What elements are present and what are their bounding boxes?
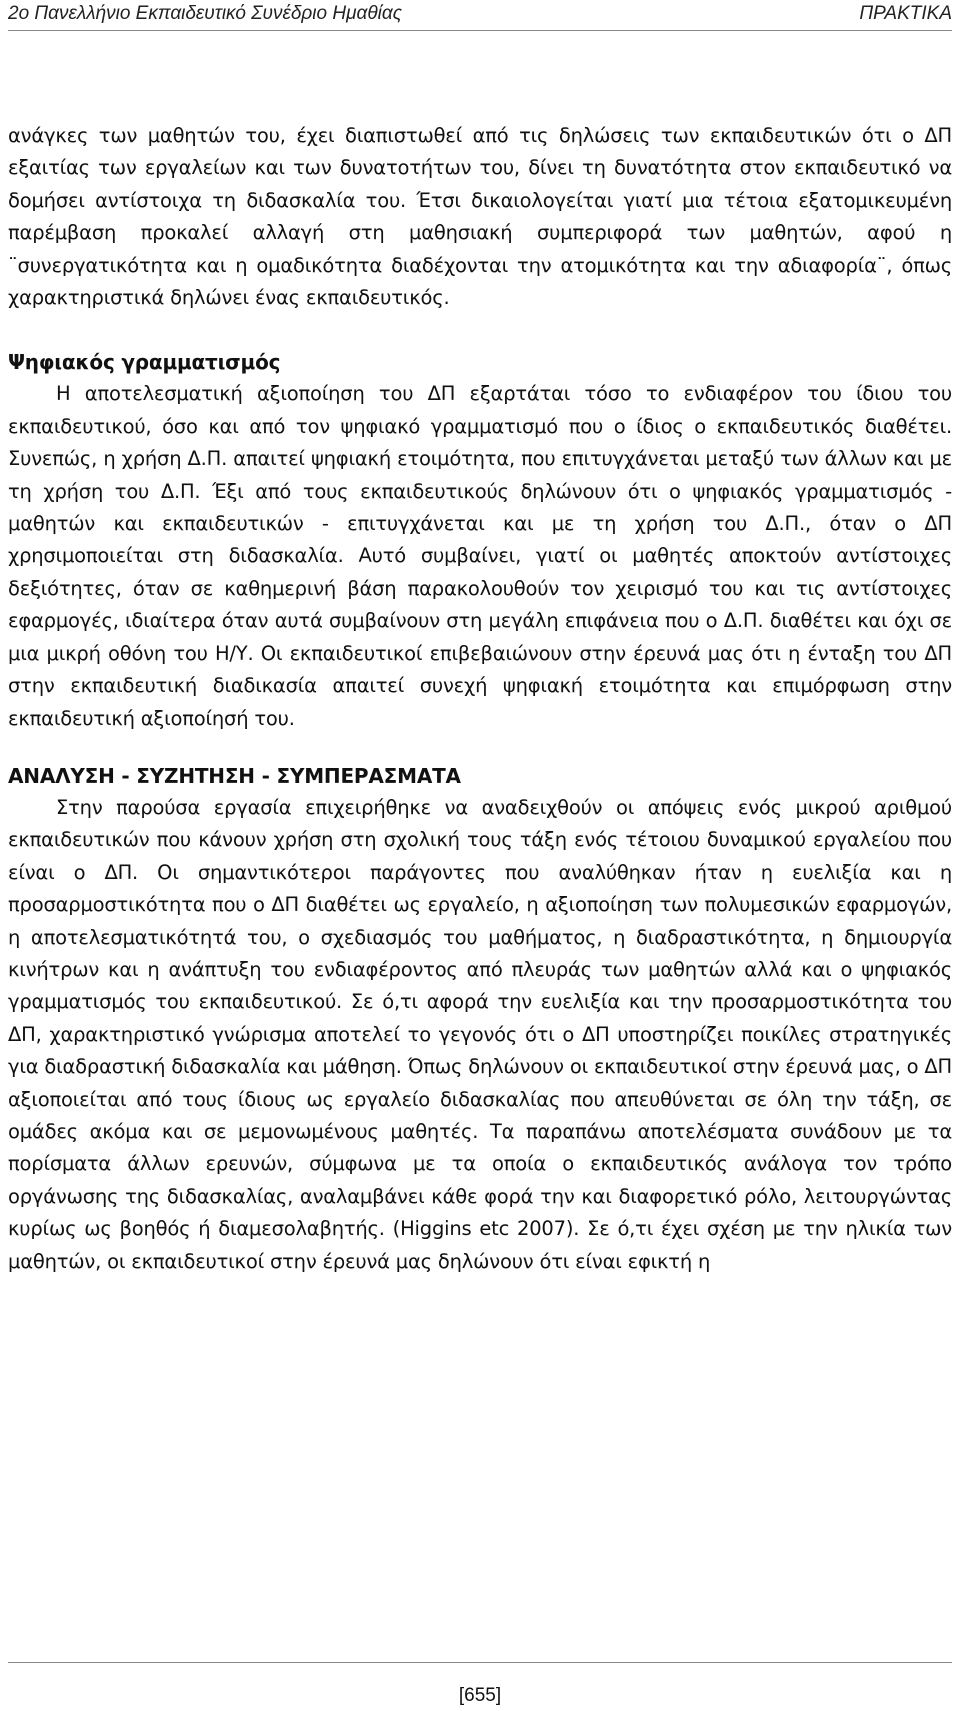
page-number: [655] — [458, 1685, 502, 1706]
footer-divider — [8, 1662, 952, 1663]
spacer — [8, 314, 952, 346]
conference-title: 2ο Πανελλήνιο Εκπαιδευτικό Συνέδριο Ημαθίας — [8, 3, 402, 24]
paragraph-analysis: Στην παρούσα εργασία επιχειρήθηκε να αναδειχθούν οι απόψεις ενός μικρού αριθμού εκπαιδευτικών που κάνουν χρήση στη σχολική τους τάξη ενός τέτοιου δυναμικού εργαλείου που είναι ο ΔΠ. Οι σημαντικότεροι παράγοντες που αναλύθηκαν ήταν η ευελιξία και η προσαρμοστικότητα που ο ΔΠ διαθέτει ως εργαλείο, η αξιοποίηση των πολυμεσικών εφαρμογών, η αποτελεσματικότητά του, ο σχεδιασμός του μαθήματος, η διαδραστικότητα, η δημιουργία κινήτρων και η ανάπτυξη του ενδιαφέροντος από πλευράς των μαθητών αλλά και ο ψηφιακός γραμματισμός του εκπαιδευτικού. Σε ό,τι αφορά την ευελιξία και την προσαρμοστικότητα του ΔΠ, χαρακτηριστικό γνώρισμα αποτελεί το γεγονός ότι ο ΔΠ υποστηρίζει ποικίλες στρατηγικές για διαδραστική διδασκαλία και μάθηση. Όπως δηλώνουν οι εκπαιδευτικοί στην έρευνά μας, ο ΔΠ αξιοποιείται από τους ίδιους ως εργαλείο διδασκαλίας που απευθύνεται σε όλη την τάξη, σε ομάδες ακόμα και σε μεμονωμένους μαθητές. Τα παραπάνω αποτελέσματα συνάδουν με τα πορίσματα άλλων ερευνών, σύμφωνα με τα οποία ο εκπαιδευτικός ανάλογα τον τρόπο οργάνωσης της διδασκαλίας, αναλαμβάνει κάθε φορά την και διαφορετικό ρόλο, λειτουργώντας κυρίως ως βοηθός ή διαμεσολαβητής. (Higgins etc 2007). Σε ό,τι έχει σχέση με την ηλικία των μαθητών, οι εκπαιδευτικοί στην έρευνά μας δηλώνουν ότι είναι εφικτή η — [8, 795, 952, 1273]
spacer — [8, 735, 952, 760]
page-body — [8, 120, 952, 1278]
section-label: ΠΡΑΚΤΙΚΑ — [859, 3, 952, 24]
section-heading-digital-literacy: Ψηφιακός γραμματισμός — [8, 350, 281, 375]
section-heading-analysis: ΑΝΑΛΥΣΗ - ΣΥΖΗΤΗΣΗ - ΣΥΜΠΕΡΑΣΜΑΤΑ — [8, 763, 461, 788]
paragraph-continuation: ανάγκες των μαθητών του, έχει διαπιστωθεί από τις δηλώσεις των εκπαιδευτικών ότι ο ΔΠ εξαιτίας των εργαλείων και των δυνατοτήτων του, δίνει τη δυνατότητα στον εκπαιδευτικό να δομήσει αντίστοιχα τη διδασκαλία του. Έτσι δικαιολογείται γιατί μια τέτοια εξατομικευμένη παρέμβαση προκαλεί αλλαγή στη μαθησιακή συμπεριφορά των μαθητών, αφού η ¨συνεργατικότητα και η ομαδικότητα διαδέχονται την ατομικότητα και την αδιαφορία¨, όπως χαρακτηριστικά δηλώνει ένας εκπαιδευτικός. — [8, 124, 952, 310]
paragraph-digital-literacy: Η αποτελεσματική αξιοποίηση του ΔΠ εξαρτάται τόσο το ενδιαφέρον του ίδιου του εκπαιδευτικού, όσο και από τον ψηφιακό γραμματισμό που ο ίδιος ο εκπαιδευτικός διαθέτει. Συνεπώς, η χρήση Δ.Π. απαιτεί ψηφιακή ετοιμότητα, που επιτυγχάνεται μεταξύ των άλλων και με τη χρήση του Δ.Π. Έξι από τους εκπαιδευτικούς δηλώνουν ότι ο ψηφιακός γραμματισμός - μαθητών και εκπαιδευτικών - επιτυγχάνεται και με τη χρήση του Δ.Π., όταν ο ΔΠ χρησιμοποιείται στη διδασκαλία. Αυτό συμβαίνει, γιατί οι μαθητές αποκτούν αντίστοιχες δεξιότητες, όταν σε καθημερινή βάση παρακολουθούν τον χειρισμό του και τις αντίστοιχες εφαρμογές, ιδιαίτερα όταν αυτά συμβαίνουν στη μεγάλη επιφάνεια που ο Δ.Π. διαθέτει και όχι σε μια μικρή οθόνη του Η/Υ. Οι εκπαιδευτικοί επιβεβαιώνουν στην έρευνά μας ότι η ένταξη του ΔΠ στην εκπαιδευτική διαδικασία απαιτεί συνεχή ψηφιακή ετοιμότητα και επιμόρφωση στην εκπαιδευτική αξιοποίησή του. — [8, 382, 952, 730]
running-header — [8, 0, 952, 32]
header-divider — [8, 30, 952, 31]
